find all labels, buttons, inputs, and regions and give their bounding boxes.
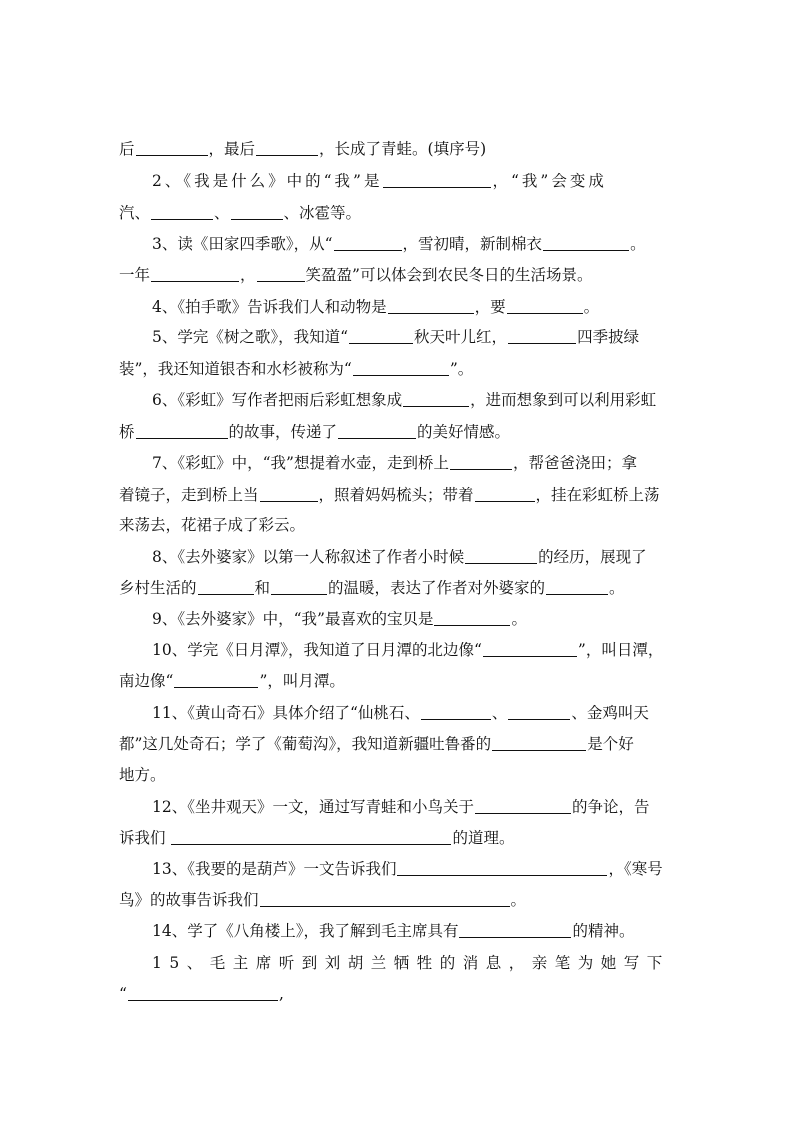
answer-blank[interactable] xyxy=(388,298,474,314)
text: 桥 xyxy=(119,423,135,441)
text: 13、《我要的是葫芦》一文告诉我们 xyxy=(152,860,397,878)
answer-blank[interactable] xyxy=(260,891,510,907)
text: 6、《彩虹》写作者把雨后彩虹想象成 xyxy=(152,391,403,409)
text: 的故事，传递了 xyxy=(228,423,338,441)
q7-line-1 xyxy=(152,452,674,474)
answer-blank[interactable] xyxy=(383,172,491,188)
text: 诉我们 xyxy=(119,829,171,847)
answer-blank[interactable] xyxy=(475,798,571,814)
text: ，照着妈妈梳头；带着 xyxy=(318,486,474,504)
text: ，要 xyxy=(474,298,506,316)
text: ，“我”会变成 xyxy=(492,172,607,190)
answer-blank[interactable] xyxy=(543,235,629,251)
text: 鸟》的故事告诉我们 xyxy=(119,891,259,909)
q1-line xyxy=(119,138,674,160)
q10-line-2 xyxy=(119,670,674,692)
answer-blank[interactable] xyxy=(434,610,510,626)
text: 。 xyxy=(510,891,527,909)
q6-line-1 xyxy=(152,389,674,411)
text: 3、读《田家四季歌》，从“ xyxy=(152,235,333,253)
text: 2、《我是什么》中的“我”是 xyxy=(152,172,383,190)
text: ，进而想象到可以利用彩虹 xyxy=(470,391,657,409)
text: 和 xyxy=(254,579,271,597)
answer-blank[interactable] xyxy=(128,985,278,1001)
q9-line xyxy=(152,608,674,630)
text: ，雪初晴，新制棉衣 xyxy=(402,235,543,253)
answer-blank[interactable] xyxy=(465,548,537,564)
q15-line-2 xyxy=(119,983,674,1005)
text: ”，叫日潭， xyxy=(577,641,664,659)
q12-line-2 xyxy=(119,827,674,849)
answer-blank[interactable] xyxy=(260,486,318,502)
answer-blank[interactable] xyxy=(403,391,469,407)
text: ，《寒号 xyxy=(608,860,663,878)
q13-line-1 xyxy=(152,858,674,880)
answer-blank[interactable] xyxy=(492,735,586,751)
answer-blank[interactable] xyxy=(171,829,451,845)
text: 装”，我还知道银杏和水杉被称为“ xyxy=(119,360,352,378)
text: 。 xyxy=(609,579,625,597)
answer-blank[interactable] xyxy=(151,204,213,220)
answer-blank[interactable] xyxy=(508,704,570,720)
answer-blank[interactable] xyxy=(397,860,607,876)
text: 、 xyxy=(214,204,230,222)
answer-blank[interactable] xyxy=(475,486,535,502)
text: 。 xyxy=(583,298,600,316)
q14-line xyxy=(152,920,674,942)
answer-blank[interactable] xyxy=(338,423,416,439)
q5-line-2 xyxy=(119,358,674,380)
answer-blank[interactable] xyxy=(136,140,208,156)
text: ， xyxy=(240,266,256,284)
text: 的美好情感。 xyxy=(417,423,511,441)
answer-blank[interactable] xyxy=(450,454,512,470)
q13-line-2 xyxy=(119,889,674,911)
answer-blank[interactable] xyxy=(231,204,283,220)
text: 的经历，展现了 xyxy=(538,548,647,566)
q5-line-1 xyxy=(152,326,674,348)
text: 的道理。 xyxy=(452,829,515,847)
answer-blank[interactable] xyxy=(483,641,577,657)
text: 、 xyxy=(491,704,508,722)
text: 乡村生活的 xyxy=(119,579,197,597)
q15-line-1: 15、毛主席听到刘胡兰牺牲的消息，亲笔为她写下 xyxy=(152,954,670,972)
text: 11、《黄山奇石》具体介绍了“仙桃石、 xyxy=(152,704,420,722)
text: 笑盈盈”可以体会到农民冬日的生活场景。 xyxy=(305,266,593,284)
q3-line-1 xyxy=(152,233,674,255)
text: 后 xyxy=(119,140,135,158)
answer-blank[interactable] xyxy=(257,266,305,282)
text: 是个好 xyxy=(587,735,634,753)
answer-blank[interactable] xyxy=(546,579,608,595)
answer-blank[interactable] xyxy=(507,298,583,314)
answer-blank[interactable] xyxy=(256,140,318,156)
text: 秋天叶儿红， xyxy=(414,328,508,346)
text: ”，叫月潭。 xyxy=(259,672,345,690)
text: 、金鸡叫天 xyxy=(571,704,649,722)
answer-blank[interactable] xyxy=(349,328,413,344)
text: 都”这几处奇石；学了《葡萄沟》，我知道新疆吐鲁番的 xyxy=(119,735,492,753)
answer-blank[interactable] xyxy=(334,235,402,251)
q11-line-2 xyxy=(119,733,674,755)
answer-blank[interactable] xyxy=(459,922,571,938)
text: 一年 xyxy=(119,266,151,284)
answer-blank[interactable] xyxy=(508,328,576,344)
text: 。 xyxy=(630,235,646,253)
text: 4、《拍手歌》告诉我们人和动物是 xyxy=(152,298,387,316)
text: 南边像“ xyxy=(119,672,174,690)
text: 12、《坐井观天》一文，通过写青蛙和小鸟关于 xyxy=(152,798,474,816)
text: 、冰雹等。 xyxy=(283,204,362,222)
text: 10、学完《日月潭》，我知道了日月潭的北边像“ xyxy=(152,641,482,659)
answer-blank[interactable] xyxy=(136,423,228,439)
answer-blank[interactable] xyxy=(421,704,491,720)
text: ，挂在彩虹桥上荡 xyxy=(535,486,660,504)
text: 7、《彩虹》中，“我”想提着水壶，走到桥上 xyxy=(152,454,449,472)
q3-line-2 xyxy=(119,264,674,286)
q8-line-1 xyxy=(152,546,674,568)
text: 的精神。 xyxy=(572,922,635,940)
q8-line-2 xyxy=(119,577,674,599)
text: “ xyxy=(119,985,127,1003)
text: 9、《去外婆家》中，“我”最喜欢的宝贝是 xyxy=(152,610,434,628)
text: ”。 xyxy=(449,360,474,378)
q11-line-3: 地方。 xyxy=(119,766,166,784)
text: , xyxy=(278,985,284,1003)
q6-line-2 xyxy=(119,421,674,443)
answer-blank[interactable] xyxy=(271,579,327,595)
q7-line-2 xyxy=(119,484,674,506)
q2-line-1 xyxy=(152,170,674,192)
q2-line-2 xyxy=(119,202,674,224)
text: 5、学完《树之歌》，我知道“ xyxy=(152,328,349,346)
text: ，帮爸爸浇田；拿 xyxy=(512,454,637,472)
q10-line-1 xyxy=(152,639,674,661)
answer-blank[interactable] xyxy=(198,579,254,595)
text: 14、学了《八角楼上》，我了解到毛主席具有 xyxy=(152,922,459,940)
text: ，长成了青蛙。(填序号) xyxy=(319,140,487,158)
text: 的温暖，表达了作者对外婆家的 xyxy=(328,579,546,597)
q7-line-3: 来荡去，花裙子成了彩云。 xyxy=(119,516,306,534)
q12-line-1 xyxy=(152,796,674,818)
text: 汽、 xyxy=(119,204,151,222)
q11-line-1 xyxy=(152,702,674,724)
text: 的争论，告 xyxy=(571,798,650,816)
q4-line xyxy=(152,296,674,318)
text: 着镜子，走到桥上当 xyxy=(119,486,259,504)
text: 8、《去外婆家》以第一人称叙述了作者小时候 xyxy=(152,548,465,566)
answer-blank[interactable] xyxy=(174,672,258,688)
answer-blank[interactable] xyxy=(151,266,239,282)
text: 。 xyxy=(511,610,527,628)
text: 四季披绿 xyxy=(577,328,640,346)
text: ，最后 xyxy=(208,140,256,158)
answer-blank[interactable] xyxy=(353,360,449,376)
